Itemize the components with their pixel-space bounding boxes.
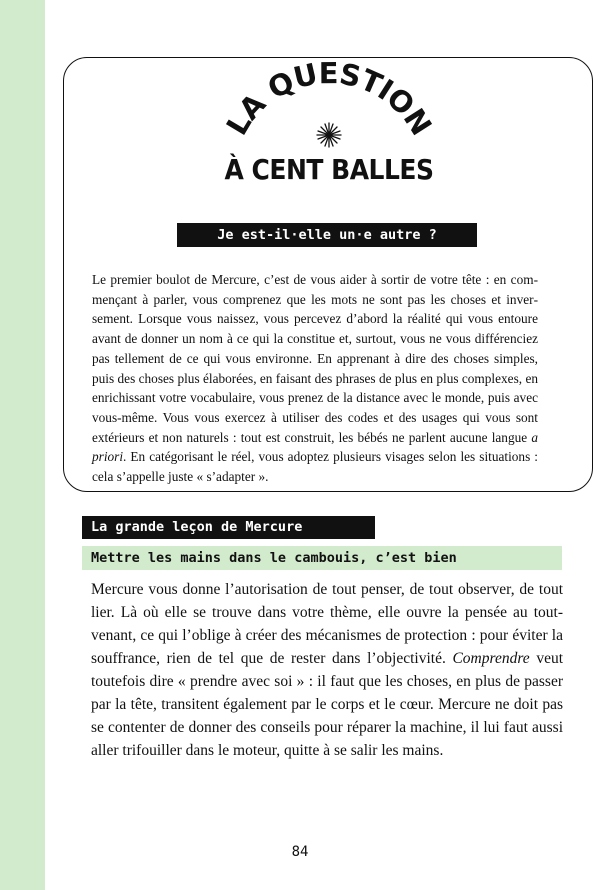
- body-text-2: veut toutefois dire « prendre avec soi » : il faut que les choses, en plus de passer par la tête, transitent également par le corps et le cœur. Mercure ne doit pas se contenter de donner des conseils pour réparer la machine, il lui faut aussi aller trifouiller dans le moteur, quitte à se salir les mains.: [91, 650, 564, 759]
- intro-paragraph: [92, 270, 538, 487]
- question-box: [63, 57, 593, 492]
- arc-title-text: LA QUESTION: [219, 58, 439, 141]
- body-text-1: Mercure vous donne l’autorisation de tout penser, de tout observer, de tout lier. Là où elle se trouve dans votre thème, elle ouvre la pensée au tout-venant, ce qui l’oblige à créer des mécanismes de protection : pour éviter la souffrance, rien de tel que de rester dans l’objectivité.: [91, 581, 563, 667]
- arc-title: [64, 58, 594, 168]
- lesson-subheading: Mettre les mains dans le cambouis, c’est bien: [82, 546, 562, 570]
- box-subtitle: Je est-il·elle un·e autre ?: [177, 223, 477, 247]
- body-italic: Comprendre: [452, 650, 530, 667]
- intro-text-2: . En catégorisant le réel, vous adoptez plusieurs visages selon les situations : cela s’appelle juste « s’adapter ».: [92, 449, 538, 485]
- intro-text-1: Le premier boulot de Mercure, c’est de vous aider à sortir de votre tête : en commençant à parler, vous comprenez que les mots ne sont pas les choses et inversement. Lorsque vous naissez, vous percevez d’abord la réalité qui vous entoure avant de donner un nom à ce qui la constitue et, surtout, vous ne vous différenciez pas tellement de ce qui vous environne. En apprenant à dire des choses simples, puis des choses plus élaborées, en faisant des phrases de plus en plus complexes, en enrichissant votre vocabulaire, vous prenez de la distance avec le monde, puis avec vous-même. Vous vous exercez à utiliser des codes et des usages qui vous sont extérieurs et non naturels : tout est construit, les bébés ne parlent aucune langue: [92, 272, 538, 445]
- sparkle-icon: [315, 121, 343, 149]
- intro-italic: a priori: [92, 429, 538, 465]
- lesson-body: [91, 578, 563, 762]
- lesson-heading: La grande leçon de Mercure: [82, 516, 375, 539]
- page-number: 84: [291, 844, 309, 860]
- side-color-band: [0, 0, 45, 890]
- title-line-2: À CENT BALLES: [224, 153, 434, 186]
